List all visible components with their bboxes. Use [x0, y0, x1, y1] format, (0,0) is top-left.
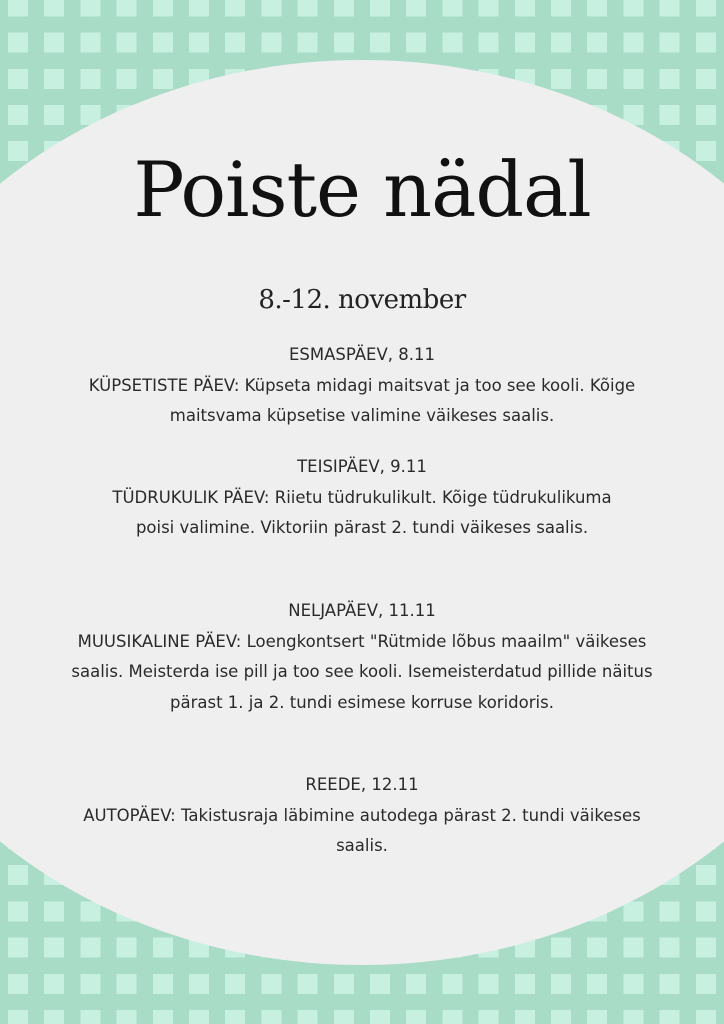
day-heading: TEISIPÄEV, 9.11 — [297, 457, 427, 476]
day-description: MUUSIKALINE PÄEV: Loengkontsert "Rütmide lõbus maailm" väikeses saalis. Meisterda ise pill ja too see kooli. Isemeisterdatud pillide näitus pärast 1. ja 2. tundi esimese korruse koridoris. — [71, 631, 653, 712]
day-description: TÜDRUKULIK PÄEV: Riietu tüdrukulikult. Kõige tüdrukulikuma poisi valimine. Viktoriin pärast 2. tundi väikeses saalis. — [112, 487, 612, 537]
day-description: KÜPSETISTE PÄEV: Küpseta midagi maitsvat ja too see kooli. Kõige maitsvama küpsetise valimine väikeses saalis. — [88, 375, 636, 425]
day-monday — [62, 340, 662, 432]
day-heading: NELJAPÄEV, 11.11 — [288, 601, 436, 620]
poster-title: Poiste nädal — [133, 145, 591, 234]
day-friday — [62, 770, 662, 862]
day-heading: REEDE, 12.11 — [305, 775, 419, 794]
day-description: AUTOPÄEV: Takistusraja läbimine autodega pärast 2. tundi väikeses saalis. — [83, 805, 641, 855]
day-thursday — [62, 596, 662, 718]
date-range: 8.-12. november — [258, 285, 466, 315]
day-tuesday — [62, 452, 662, 544]
day-heading: ESMASPÄEV, 8.11 — [288, 345, 436, 364]
